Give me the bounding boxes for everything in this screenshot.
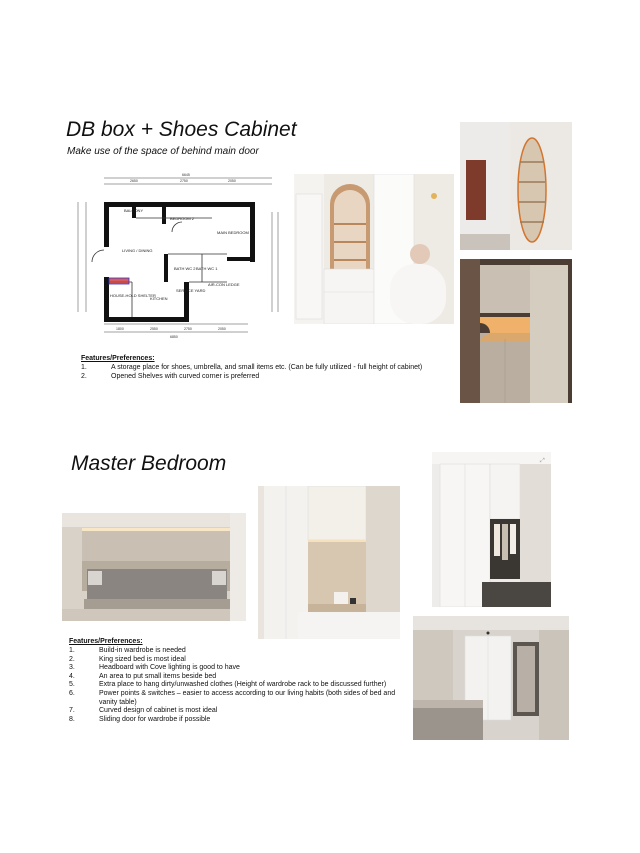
list-item: 2. Opened Shelves with curved corner is preferred [81, 372, 260, 380]
room-label: LIVING / DINING [122, 248, 153, 253]
list-item: 6. Power points & switches – easier to access according to our living habits (both sides of bed and vanity table) [69, 689, 396, 706]
dimension-label: 6850 [170, 335, 178, 339]
section1-features-heading: Features/Preferences: [81, 355, 155, 362]
room-label: HOUSE-HOLD SHELTER [110, 293, 156, 298]
list-item: 2. King sized bed is most ideal [69, 655, 186, 663]
room-label: BATH WC 2 [174, 266, 196, 271]
section2-features-heading: Features/Preferences: [69, 638, 143, 645]
room-label: MAIN BEDROOM [217, 230, 249, 235]
section1-subtitle: Make use of the space of behind main door [67, 146, 259, 157]
shoe-cabinet-photo-3 [460, 259, 572, 403]
shoe-cabinet-photo-2 [460, 122, 572, 250]
room-label: BEDROOM 2 [170, 216, 195, 221]
room-label: BALCONY [124, 208, 144, 213]
room-label: KITCHEN [150, 296, 168, 301]
dimension-label: 2050 [228, 179, 236, 183]
bedroom-photo-1 [62, 513, 246, 621]
list-item: 5. Extra place to hang dirty/unwashed clothes (Height of wardrobe rack to be discussed further) [69, 681, 387, 689]
floor-plan [72, 172, 284, 340]
bedroom-photo-4 [413, 616, 569, 740]
section2-features-list [69, 647, 399, 724]
list-item: 1. Build-in wardrobe is needed [69, 647, 186, 654]
section2-title: Master Bedroom [71, 452, 227, 475]
bedroom-photo-3 [432, 452, 551, 607]
dimension-label: 2650 [130, 179, 138, 183]
shoe-cabinet-photo-1 [294, 174, 454, 324]
list-item: 7. Curved design of cabinet is most ideal [69, 707, 218, 715]
dimension-label: 6645 [182, 173, 190, 177]
svg-text:⤢: ⤢ [540, 458, 545, 464]
list-item: 4. An area to put small items beside bed [69, 672, 217, 680]
room-label: AIR-CON LEDGE [208, 282, 240, 287]
room-label: SERVICE YARD [176, 288, 206, 293]
room-label: BATH WC 1 [196, 266, 218, 271]
dimension-label: 2050 [218, 327, 226, 331]
bedroom-photo-2 [258, 486, 400, 639]
list-item: 3. Headboard with Cove lighting is good to have [69, 664, 240, 672]
section1-title: DB box + Shoes Cabinet [66, 118, 297, 141]
dimension-label: 1800 [116, 327, 124, 331]
list-item: 1. A storage place for shoes, umbrella, and small items etc. (Can be fully utilized - full height of cabinet) [81, 364, 423, 371]
dimension-label: 2550 [150, 327, 158, 331]
section1-features-list [81, 364, 441, 381]
list-item: 8. Sliding door for wardrobe if possible [69, 715, 211, 723]
dimension-label: 2750 [184, 327, 192, 331]
dimension-label: 2750 [180, 179, 188, 183]
